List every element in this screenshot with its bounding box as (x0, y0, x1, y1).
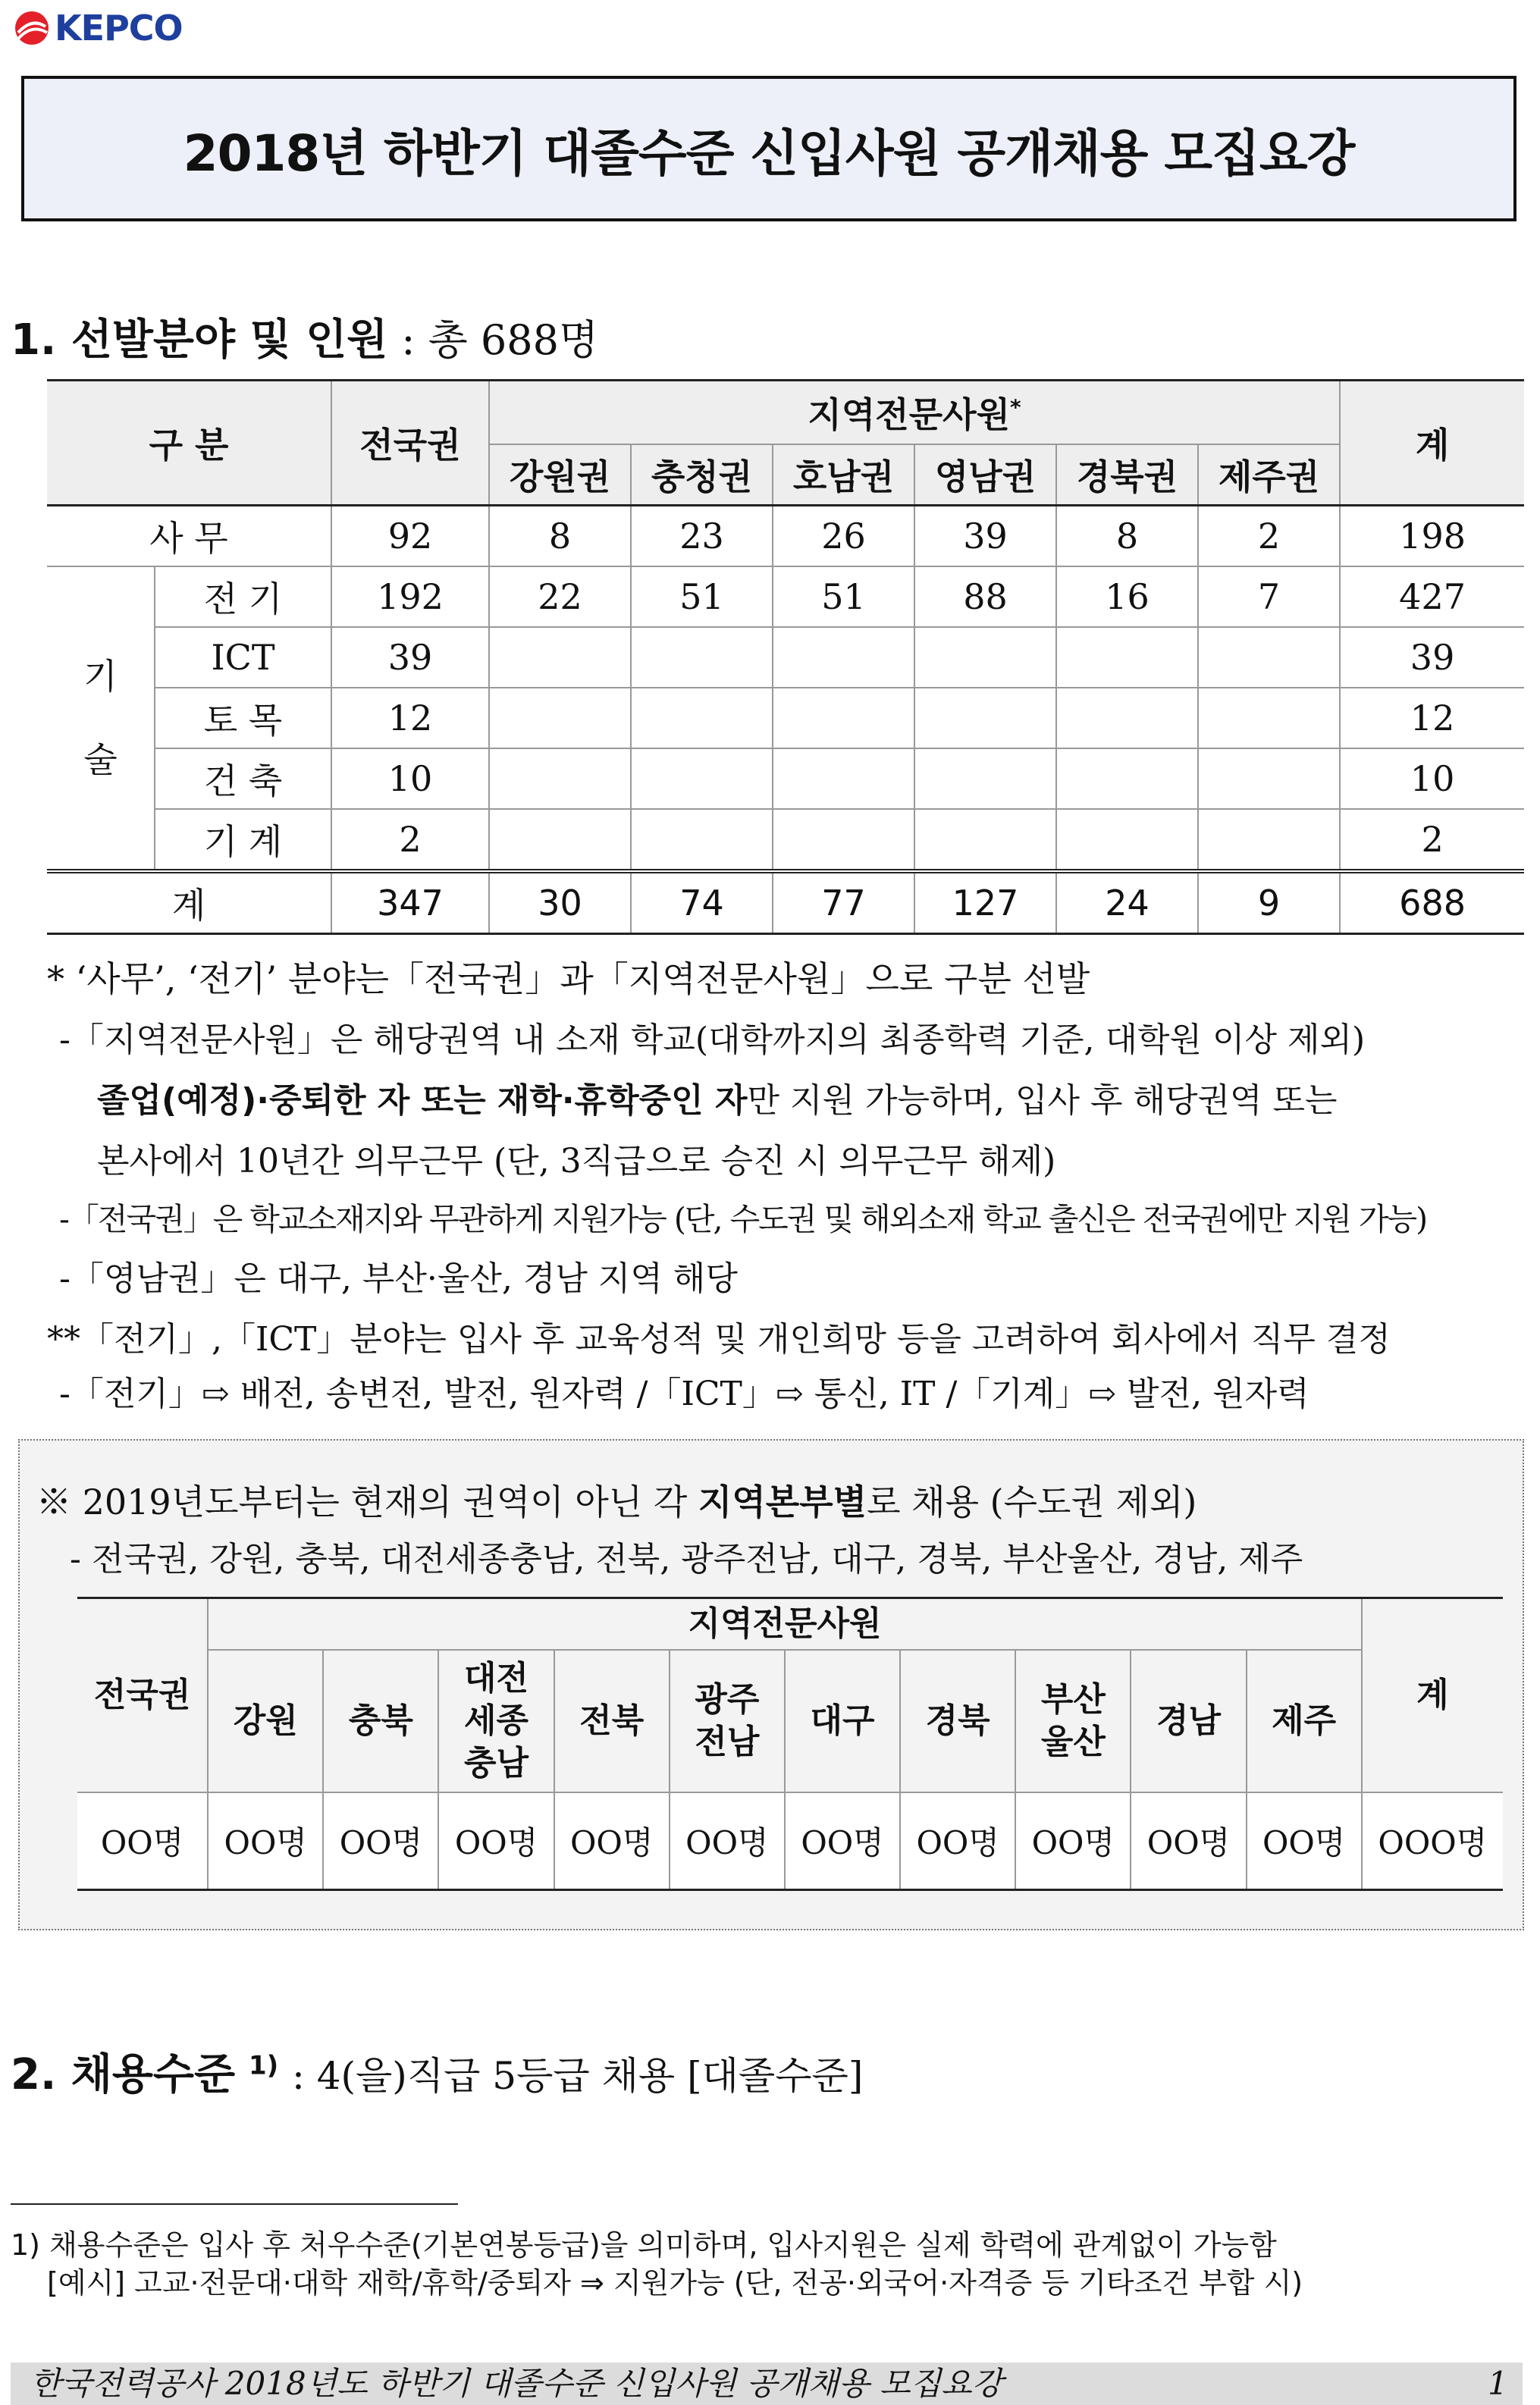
table-row (77, 1792, 1503, 1890)
cell: 127 (914, 871, 1056, 934)
cell: 192 (331, 566, 489, 627)
footnote-1: 1) 채용수준은 입사 후 처우수준(기본연봉등급)을 의미하며, 입사지원은 실제 학력에 관계없이 가능함 (11, 2228, 1277, 2262)
section2-heading (11, 2041, 863, 2102)
header-region: 충청권 (631, 444, 773, 506)
kepco-logo (14, 9, 183, 47)
page-title: 2018년 하반기 대졸수준 신입사원 공개채용 모집요강 (183, 124, 1355, 183)
table-row (47, 688, 1524, 748)
group-label: 기 술 (47, 566, 155, 871)
section1-title: 1. 선발분야 및 인원 (11, 315, 388, 365)
cell (773, 627, 914, 688)
note-2: -「지역전문사원」은 해당권역 내 소재 학교(대학까지의 최종학력 기준, 대학원 이상 제외) (59, 1021, 1366, 1059)
header-regional: 지역전문사원* (489, 381, 1340, 445)
cell: OO명 (438, 1792, 554, 1890)
cell: 39 (331, 627, 489, 688)
header-region: 경북권 (1056, 444, 1198, 506)
cell: OO명 (1247, 1792, 1362, 1890)
header-national: 전국권 (77, 1598, 208, 1793)
cell (1198, 809, 1340, 871)
row-label: 전 기 (155, 566, 331, 627)
note-3: 졸업(예정)·중퇴한 자 또는 재학·휴학중인 자만 지원 가능하며, 입사 후 해당권역 또는 (97, 1081, 1338, 1120)
cell: 10 (1340, 748, 1524, 809)
cell: 688 (1340, 871, 1524, 934)
table-row (47, 748, 1524, 809)
cell: 51 (631, 566, 773, 627)
header-region: 부산 울산 (1015, 1650, 1131, 1792)
header-region: 전북 (554, 1650, 670, 1792)
cell (1198, 748, 1340, 809)
cell: OO명 (900, 1792, 1015, 1890)
header-category: 구 분 (47, 381, 331, 506)
header-region: 광주 전남 (670, 1650, 785, 1792)
cell (489, 809, 631, 871)
section2-title: 2. 채용수준 (11, 2050, 236, 2099)
logo-text: KEPCO (55, 8, 183, 49)
cell (489, 688, 631, 748)
cell: 427 (1340, 566, 1524, 627)
table-row (47, 566, 1524, 627)
cell (1198, 627, 1340, 688)
header-region: 경남 (1131, 1650, 1246, 1792)
cell (489, 748, 631, 809)
kepco-logo-icon (14, 10, 50, 46)
cell: 88 (914, 566, 1056, 627)
cell: 9 (1198, 871, 1340, 934)
note-4: 본사에서 10년간 의무근무 (단, 3직급으로 승진 시 의무근무 해제) (97, 1142, 1056, 1181)
row-label: ICT (155, 627, 331, 688)
header-region: 경북 (900, 1650, 1015, 1792)
header-region: 영남권 (914, 444, 1056, 506)
cell (1056, 688, 1198, 748)
notice-2019-line2: - 전국권, 강원, 충북, 대전세종충남, 전북, 광주전남, 대구, 경북, 부산울산, 경남, 제주 (70, 1540, 1303, 1579)
cell: 198 (1340, 506, 1524, 567)
regional-2019-table (77, 1597, 1503, 1891)
cell: 74 (631, 871, 773, 934)
cell (631, 809, 773, 871)
cell: OO명 (323, 1792, 438, 1890)
cell (773, 748, 914, 809)
section2-rest: : 4(을)직급 5등급 채용 [대졸수준] (291, 2054, 864, 2098)
cell: OO명 (208, 1792, 323, 1890)
header-region: 충북 (323, 1650, 438, 1792)
header-region: 강원 (208, 1650, 323, 1792)
cell: 2 (331, 809, 489, 871)
cell: OO명 (1015, 1792, 1131, 1890)
note-8: -「전기」⇨ 배전, 송변전, 발전, 원자력 /「ICT」⇨ 통신, IT /「기계」⇨ 발전, 원자력 (59, 1375, 1309, 1413)
cell: 23 (631, 506, 773, 567)
header-total: 계 (1340, 381, 1524, 506)
header-region: 강원권 (489, 444, 631, 506)
total-label: 계 (47, 871, 331, 934)
cell (914, 748, 1056, 809)
cell (489, 627, 631, 688)
cell: 12 (1340, 688, 1524, 748)
page-number: 1 (1488, 2365, 1508, 2402)
cell (773, 688, 914, 748)
row-label: 토 목 (155, 688, 331, 748)
recruitment-table (47, 379, 1524, 935)
cell (1056, 748, 1198, 809)
cell (914, 688, 1056, 748)
title-box (21, 76, 1516, 221)
cell (1056, 809, 1198, 871)
row-label: 건 축 (155, 748, 331, 809)
section1-heading (11, 306, 598, 367)
section2-footnote-mark: 1) (248, 2050, 279, 2081)
cell (773, 809, 914, 871)
footnote-2: [예시] 고교·전문대·대학 재학/휴학/중퇴자 ⇒ 지원가능 (단, 전공·외국어·자격증 등 기타조건 부합 시) (47, 2266, 1303, 2300)
cell (1056, 627, 1198, 688)
note-1: * ‘사무’, ‘전기’ 분야는「전국권」과「지역전문사원」으로 구분 선발 (47, 958, 1090, 999)
cell: 8 (489, 506, 631, 567)
header-regional: 지역전문사원 (208, 1598, 1362, 1651)
cell: 30 (489, 871, 631, 934)
cell (1198, 688, 1340, 748)
row-label: 기 계 (155, 809, 331, 871)
header-region: 제주 (1247, 1650, 1362, 1792)
cell: 77 (773, 871, 914, 934)
cell: OOO명 (1362, 1792, 1503, 1890)
note-5: -「전국권」은 학교소재지와 무관하게 지원가능 (단, 수도권 및 해외소재 학교 출신은 전국권에만 지원 가능) (59, 1201, 1427, 1237)
header-total: 계 (1362, 1598, 1503, 1793)
footer-text: 한국전력공사 2018년도 하반기 대졸수준 신입사원 공개채용 모집요강 (30, 2365, 1003, 2402)
cell: 10 (331, 748, 489, 809)
row-label: 사 무 (47, 506, 331, 567)
header-region: 제주권 (1198, 444, 1340, 506)
cell: OO명 (1131, 1792, 1246, 1890)
note-7: **「전기」,「ICT」분야는 입사 후 교육성적 및 개인희망 등을 고려하여 회사에서 직무 결정 (47, 1320, 1391, 1359)
cell: 24 (1056, 871, 1198, 934)
cell: 26 (773, 506, 914, 567)
table-row (47, 506, 1524, 567)
cell (631, 748, 773, 809)
cell: 347 (331, 871, 489, 934)
cell: 12 (331, 688, 489, 748)
cell: 16 (1056, 566, 1198, 627)
note-6: -「영남권」은 대구, 부산·울산, 경남 지역 해당 (59, 1259, 738, 1298)
cell (914, 627, 1056, 688)
header-region: 호남권 (773, 444, 914, 506)
header-national: 전국권 (331, 381, 489, 506)
cell: OO명 (670, 1792, 785, 1890)
table-row (47, 627, 1524, 688)
cell: OO명 (554, 1792, 670, 1890)
header-region: 대구 (785, 1650, 900, 1792)
cell: OO명 (785, 1792, 900, 1890)
table-row (47, 809, 1524, 871)
cell: 22 (489, 566, 631, 627)
total-row (47, 871, 1524, 934)
cell (914, 809, 1056, 871)
footnote-divider (11, 2203, 458, 2205)
cell: 8 (1056, 506, 1198, 567)
header-region: 대전 세종 충남 (438, 1650, 554, 1792)
cell: 2 (1340, 809, 1524, 871)
cell: 39 (914, 506, 1056, 567)
notice-2019-line1: ※ 2019년도부터는 현재의 권역이 아닌 각 지역본부별로 채용 (수도권 제외) (36, 1482, 1197, 1522)
cell (631, 688, 773, 748)
cell (631, 627, 773, 688)
cell: OO명 (77, 1792, 208, 1890)
cell: 7 (1198, 566, 1340, 627)
cell: 51 (773, 566, 914, 627)
cell: 92 (331, 506, 489, 567)
cell: 2 (1198, 506, 1340, 567)
section1-total: : 총 688명 (401, 316, 599, 364)
cell: 39 (1340, 627, 1524, 688)
